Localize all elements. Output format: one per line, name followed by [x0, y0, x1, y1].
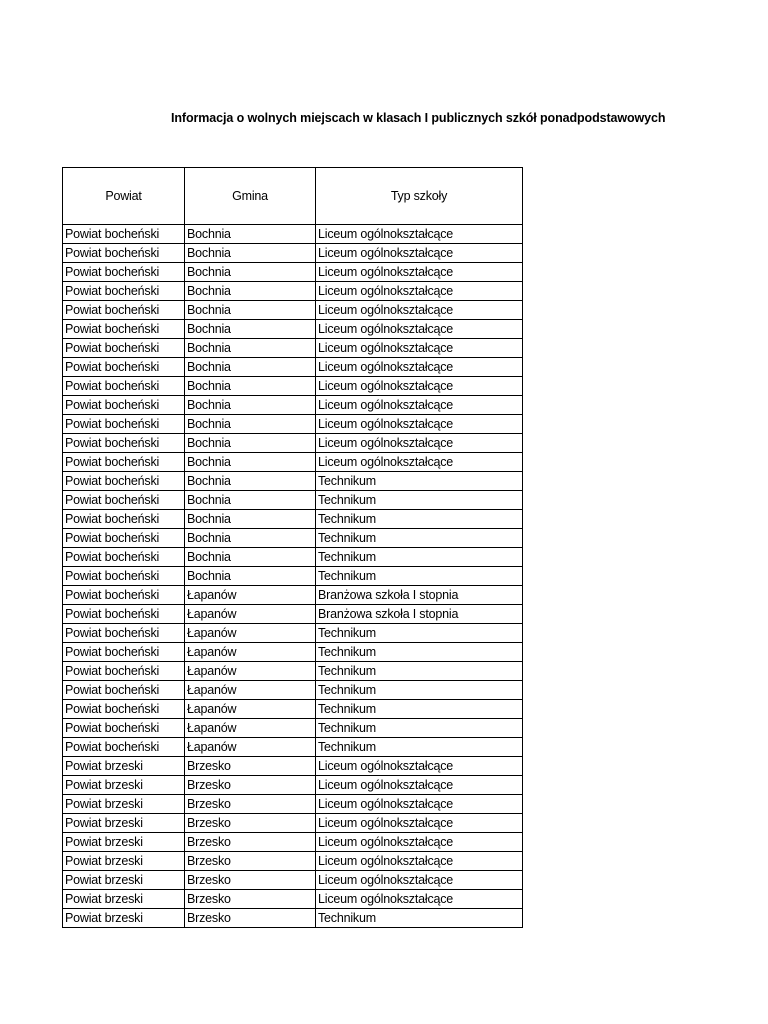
cell-gmina: Łapanów: [185, 605, 316, 624]
page-title: Informacja o wolnych miejscach w klasach I publicznych szkół ponadpodstawowych: [171, 111, 666, 125]
cell-gmina: Łapanów: [185, 624, 316, 643]
cell-powiat: Powiat brzeski: [63, 871, 185, 890]
table-row: [63, 605, 523, 624]
cell-powiat: Powiat bocheński: [63, 320, 185, 339]
table-row: [63, 263, 523, 282]
table-row: [63, 624, 523, 643]
cell-typ-szkoly: Branżowa szkoła I stopnia: [316, 586, 523, 605]
cell-typ-szkoly: Liceum ogólnokształcące: [316, 225, 523, 244]
cell-gmina: Łapanów: [185, 738, 316, 757]
table-row: [63, 643, 523, 662]
cell-typ-szkoly: Technikum: [316, 624, 523, 643]
table-row: [63, 377, 523, 396]
cell-gmina: Bochnia: [185, 282, 316, 301]
table-row: [63, 814, 523, 833]
table-row: [63, 833, 523, 852]
table-row: [63, 339, 523, 358]
cell-gmina: Bochnia: [185, 396, 316, 415]
cell-powiat: Powiat bocheński: [63, 605, 185, 624]
cell-powiat: Powiat bocheński: [63, 548, 185, 567]
cell-typ-szkoly: Liceum ogólnokształcące: [316, 776, 523, 795]
cell-gmina: Bochnia: [185, 453, 316, 472]
cell-powiat: Powiat bocheński: [63, 529, 185, 548]
cell-powiat: Powiat bocheński: [63, 719, 185, 738]
cell-gmina: Łapanów: [185, 662, 316, 681]
header-row: [63, 168, 523, 225]
cell-gmina: Brzesko: [185, 890, 316, 909]
cell-gmina: Brzesko: [185, 814, 316, 833]
cell-powiat: Powiat bocheński: [63, 377, 185, 396]
cell-gmina: Bochnia: [185, 529, 316, 548]
cell-powiat: Powiat bocheński: [63, 738, 185, 757]
cell-typ-szkoly: Liceum ogólnokształcące: [316, 244, 523, 263]
table-row: [63, 795, 523, 814]
cell-typ-szkoly: Liceum ogólnokształcące: [316, 453, 523, 472]
cell-powiat: Powiat bocheński: [63, 681, 185, 700]
table-row: [63, 320, 523, 339]
table-row: [63, 396, 523, 415]
cell-typ-szkoly: Liceum ogólnokształcące: [316, 833, 523, 852]
cell-typ-szkoly: Liceum ogólnokształcące: [316, 301, 523, 320]
table-row: [63, 700, 523, 719]
table-row: [63, 453, 523, 472]
table-body: [63, 225, 523, 928]
cell-typ-szkoly: Technikum: [316, 510, 523, 529]
table-row: [63, 757, 523, 776]
cell-powiat: Powiat bocheński: [63, 225, 185, 244]
table-row: [63, 586, 523, 605]
table-row: [63, 567, 523, 586]
cell-gmina: Bochnia: [185, 320, 316, 339]
cell-typ-szkoly: Technikum: [316, 491, 523, 510]
table-row: [63, 358, 523, 377]
cell-powiat: Powiat bocheński: [63, 643, 185, 662]
cell-typ-szkoly: Liceum ogólnokształcące: [316, 396, 523, 415]
table-row: [63, 472, 523, 491]
cell-gmina: Brzesko: [185, 909, 316, 928]
cell-powiat: Powiat bocheński: [63, 567, 185, 586]
cell-typ-szkoly: Liceum ogólnokształcące: [316, 263, 523, 282]
table-row: [63, 225, 523, 244]
cell-gmina: Bochnia: [185, 491, 316, 510]
column-header-powiat: Powiat: [63, 168, 185, 225]
cell-typ-szkoly: Liceum ogólnokształcące: [316, 757, 523, 776]
cell-typ-szkoly: Liceum ogólnokształcące: [316, 415, 523, 434]
cell-powiat: Powiat bocheński: [63, 301, 185, 320]
cell-gmina: Bochnia: [185, 377, 316, 396]
cell-gmina: Brzesko: [185, 795, 316, 814]
cell-powiat: Powiat bocheński: [63, 586, 185, 605]
cell-powiat: Powiat brzeski: [63, 890, 185, 909]
cell-powiat: Powiat brzeski: [63, 909, 185, 928]
cell-typ-szkoly: Technikum: [316, 643, 523, 662]
cell-powiat: Powiat bocheński: [63, 510, 185, 529]
cell-powiat: Powiat bocheński: [63, 263, 185, 282]
table-row: [63, 871, 523, 890]
cell-powiat: Powiat bocheński: [63, 624, 185, 643]
cell-gmina: Brzesko: [185, 757, 316, 776]
cell-gmina: Bochnia: [185, 244, 316, 263]
cell-gmina: Bochnia: [185, 225, 316, 244]
cell-powiat: Powiat bocheński: [63, 434, 185, 453]
cell-gmina: Bochnia: [185, 358, 316, 377]
cell-typ-szkoly: Liceum ogólnokształcące: [316, 320, 523, 339]
cell-typ-szkoly: Liceum ogólnokształcące: [316, 890, 523, 909]
cell-gmina: Brzesko: [185, 776, 316, 795]
cell-powiat: Powiat bocheński: [63, 244, 185, 263]
cell-typ-szkoly: Technikum: [316, 738, 523, 757]
cell-gmina: Łapanów: [185, 681, 316, 700]
cell-typ-szkoly: Technikum: [316, 529, 523, 548]
cell-typ-szkoly: Liceum ogólnokształcące: [316, 282, 523, 301]
cell-typ-szkoly: Liceum ogólnokształcące: [316, 377, 523, 396]
cell-powiat: Powiat bocheński: [63, 396, 185, 415]
cell-powiat: Powiat brzeski: [63, 814, 185, 833]
cell-typ-szkoly: Technikum: [316, 700, 523, 719]
cell-powiat: Powiat bocheński: [63, 339, 185, 358]
cell-gmina: Bochnia: [185, 339, 316, 358]
cell-typ-szkoly: Liceum ogólnokształcące: [316, 852, 523, 871]
column-header-typ-szkoly: Typ szkoły: [316, 168, 523, 225]
cell-gmina: Brzesko: [185, 833, 316, 852]
cell-powiat: Powiat brzeski: [63, 795, 185, 814]
cell-typ-szkoly: Technikum: [316, 548, 523, 567]
cell-powiat: Powiat bocheński: [63, 415, 185, 434]
table-row: [63, 282, 523, 301]
cell-gmina: Bochnia: [185, 263, 316, 282]
cell-powiat: Powiat brzeski: [63, 776, 185, 795]
cell-powiat: Powiat bocheński: [63, 282, 185, 301]
table-row: [63, 434, 523, 453]
cell-powiat: Powiat brzeski: [63, 833, 185, 852]
table-row: [63, 852, 523, 871]
cell-typ-szkoly: Liceum ogólnokształcące: [316, 434, 523, 453]
table-row: [63, 909, 523, 928]
table-row: [63, 301, 523, 320]
cell-typ-szkoly: Branżowa szkoła I stopnia: [316, 605, 523, 624]
cell-powiat: Powiat bocheński: [63, 662, 185, 681]
cell-powiat: Powiat bocheński: [63, 358, 185, 377]
title-container: [171, 108, 666, 128]
table-row: [63, 776, 523, 795]
cell-typ-szkoly: Liceum ogólnokształcące: [316, 358, 523, 377]
column-header-gmina: Gmina: [185, 168, 316, 225]
cell-powiat: Powiat bocheński: [63, 700, 185, 719]
cell-gmina: Bochnia: [185, 301, 316, 320]
table-row: [63, 719, 523, 738]
cell-typ-szkoly: Liceum ogólnokształcące: [316, 795, 523, 814]
cell-typ-szkoly: Technikum: [316, 681, 523, 700]
table-row: [63, 415, 523, 434]
data-table: [62, 167, 523, 928]
cell-typ-szkoly: Liceum ogólnokształcące: [316, 871, 523, 890]
cell-gmina: Bochnia: [185, 510, 316, 529]
table-row: [63, 738, 523, 757]
table-row: [63, 510, 523, 529]
table-row: [63, 491, 523, 510]
cell-gmina: Łapanów: [185, 586, 316, 605]
table-row: [63, 548, 523, 567]
cell-gmina: Bochnia: [185, 415, 316, 434]
table-row: [63, 681, 523, 700]
cell-gmina: Brzesko: [185, 871, 316, 890]
cell-gmina: Brzesko: [185, 852, 316, 871]
cell-powiat: Powiat bocheński: [63, 472, 185, 491]
table-row: [63, 529, 523, 548]
cell-typ-szkoly: Technikum: [316, 567, 523, 586]
cell-gmina: Bochnia: [185, 472, 316, 491]
cell-gmina: Bochnia: [185, 548, 316, 567]
cell-gmina: Łapanów: [185, 719, 316, 738]
table-row: [63, 890, 523, 909]
cell-powiat: Powiat bocheński: [63, 453, 185, 472]
cell-typ-szkoly: Liceum ogólnokształcące: [316, 814, 523, 833]
cell-typ-szkoly: Liceum ogólnokształcące: [316, 339, 523, 358]
cell-typ-szkoly: Technikum: [316, 909, 523, 928]
table-row: [63, 662, 523, 681]
cell-powiat: Powiat brzeski: [63, 757, 185, 776]
cell-powiat: Powiat brzeski: [63, 852, 185, 871]
cell-gmina: Łapanów: [185, 643, 316, 662]
cell-typ-szkoly: Technikum: [316, 719, 523, 738]
cell-typ-szkoly: Technikum: [316, 472, 523, 491]
cell-gmina: Bochnia: [185, 567, 316, 586]
cell-gmina: Bochnia: [185, 434, 316, 453]
cell-powiat: Powiat bocheński: [63, 491, 185, 510]
cell-typ-szkoly: Technikum: [316, 662, 523, 681]
cell-gmina: Łapanów: [185, 700, 316, 719]
table-row: [63, 244, 523, 263]
